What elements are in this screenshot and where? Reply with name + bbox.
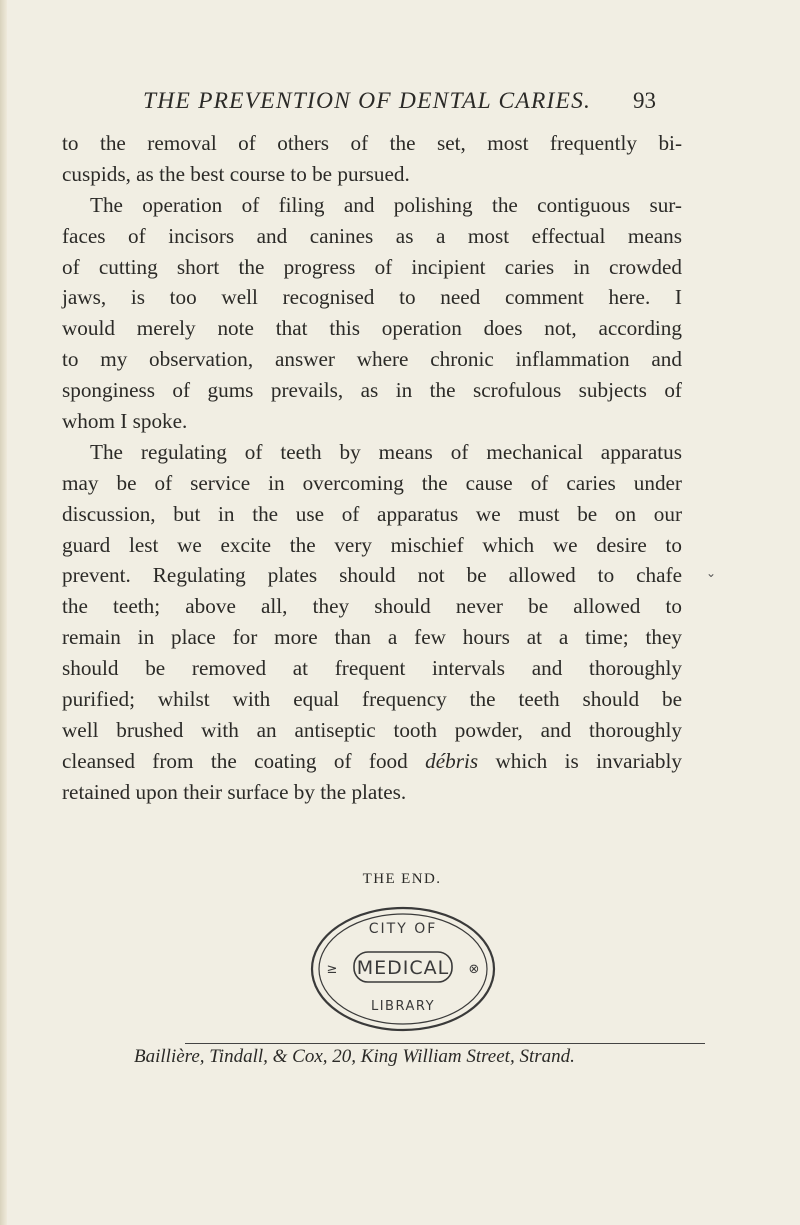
text-line: should be removed at frequent intervals and thoroughly xyxy=(62,656,682,681)
text-line: well brushed with an antiseptic tooth powder, and thoroughly xyxy=(62,717,682,742)
text-line: sponginess of gums prevails, as in the scrofulous subjects of xyxy=(62,378,682,403)
text-segment: cleansed from the coating of food xyxy=(62,748,408,773)
text-line xyxy=(62,746,682,777)
text-line: retained upon their surface by the plates. xyxy=(62,779,407,804)
text-segment: which is invariably xyxy=(495,748,683,773)
text-line: the teeth; above all, they should never be allowed to xyxy=(62,594,682,619)
text-line: purified; whilst with equal frequency the teeth should be xyxy=(62,687,682,712)
imprint-line: Baillière, Tindall, & Cox, 20, King William Street, Strand. xyxy=(134,1046,575,1067)
text-line: guard lest we excite the very mischief which we desire to xyxy=(62,532,682,557)
text-line: to the removal of others of the set, most frequently bi- xyxy=(62,131,682,155)
stamp-bottom-text: LIBRARY xyxy=(370,999,436,1014)
text-line: remain in place for more than a few hours at a time; they xyxy=(62,625,682,650)
italic-word: débris xyxy=(425,748,479,773)
text-line: faces of incisors and canines as a most effectual means xyxy=(62,223,682,248)
text-line: of cutting short the progress of incipient caries in crowded xyxy=(62,254,682,279)
stamp-left-glyph: ≥ xyxy=(326,962,338,977)
text-line: The operation of filing and polishing the contiguous sur- xyxy=(90,192,682,217)
page-header xyxy=(143,88,659,118)
text-line: prevent. Regulating plates should not be allowed to chafe xyxy=(62,563,682,588)
text-line: may be of service in overcoming the cause of caries under xyxy=(62,470,682,495)
library-stamp-icon xyxy=(308,904,498,1034)
text-line: would merely note that this operation does not, according xyxy=(62,316,682,341)
text-line: whom I spoke. xyxy=(62,409,188,434)
page-number: 93 xyxy=(633,88,656,113)
body-text xyxy=(62,128,682,808)
page-edge-shadow xyxy=(0,0,7,1225)
imprint-rule xyxy=(185,1043,705,1044)
print-speck-icon: ⌄ xyxy=(706,566,717,580)
stamp-middle-text: MEDICAL xyxy=(356,957,450,979)
running-head: THE PREVENTION OF DENTAL CARIES. xyxy=(143,88,592,114)
text-line: The regulating of teeth by means of mechanical apparatus xyxy=(90,439,682,464)
stamp-right-glyph: ⊗ xyxy=(468,962,480,977)
text-line: cuspids, as the best course to be pursued. xyxy=(62,161,410,186)
the-end-label: THE END. xyxy=(362,871,442,887)
text-line: to my observation, answer where chronic inflammation and xyxy=(62,347,682,372)
text-line: jaws, is too well recognised to need comment here. I xyxy=(62,285,682,310)
stamp-top-text: CITY OF xyxy=(368,921,438,937)
text-line: discussion, but in the use of apparatus we must be on our xyxy=(62,501,682,526)
